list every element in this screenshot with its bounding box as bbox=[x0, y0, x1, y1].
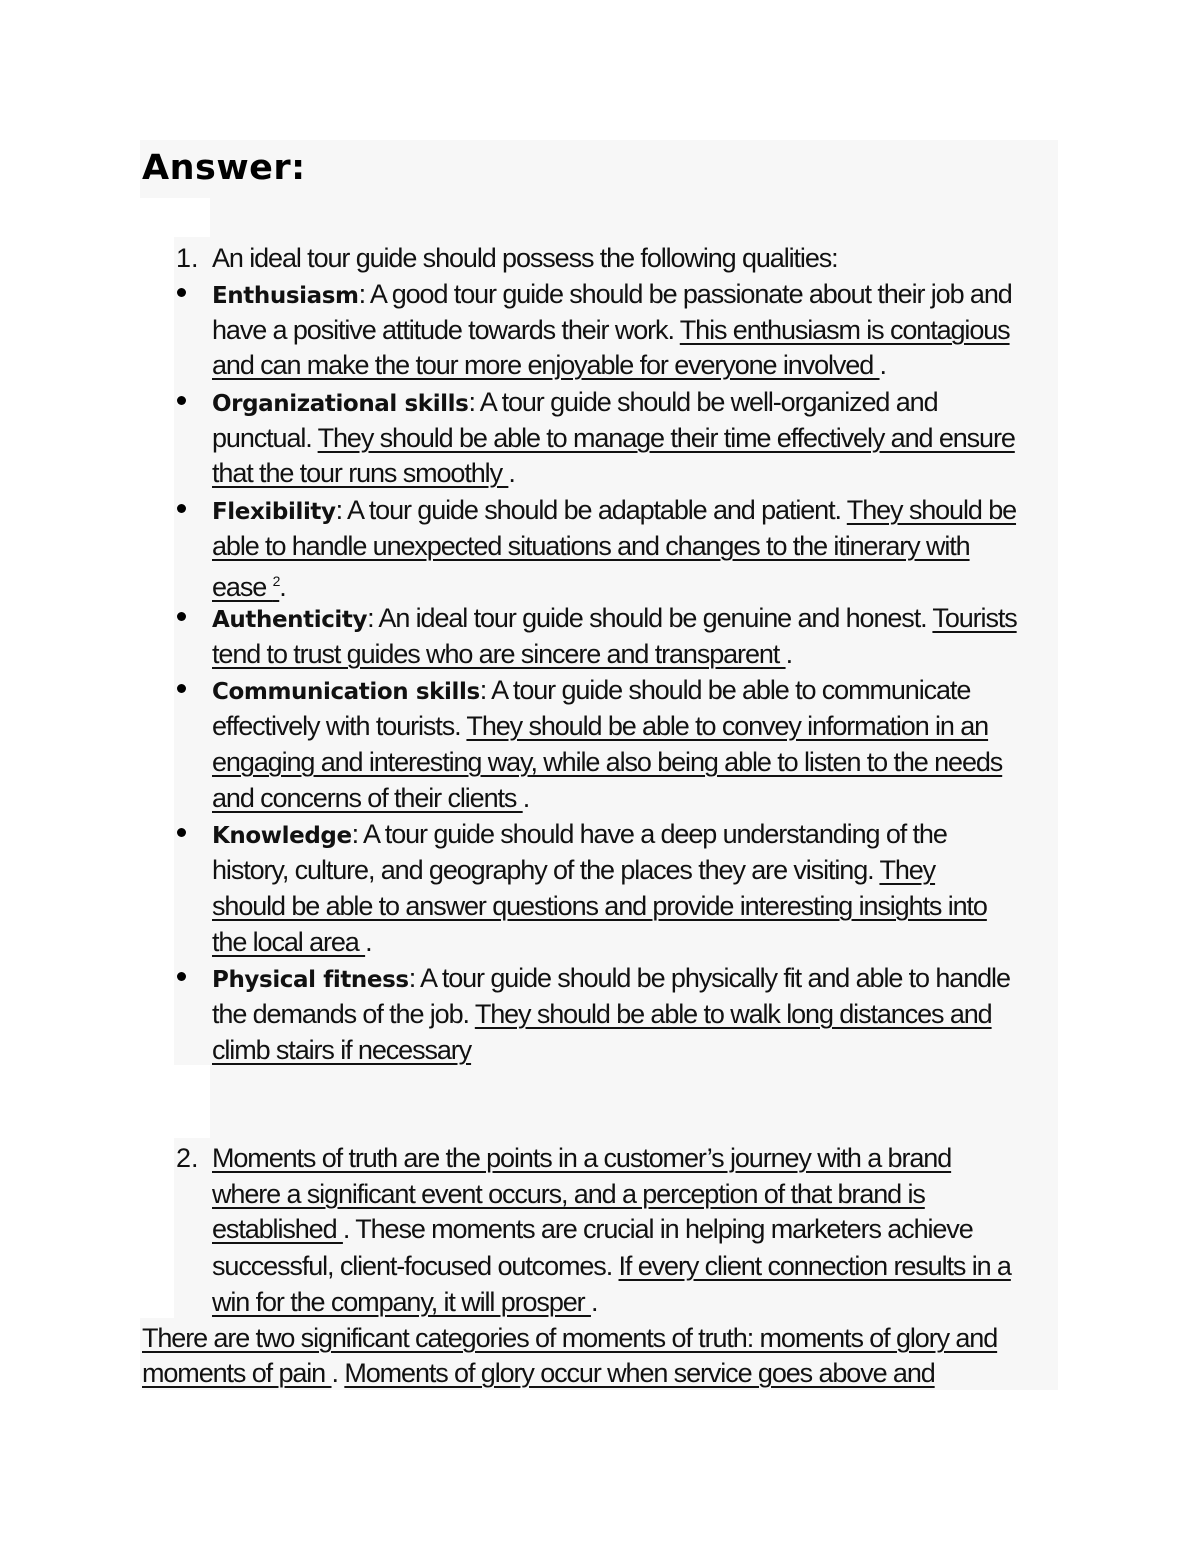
citation-link[interactable]: climb stairs if necessary bbox=[212, 1035, 472, 1065]
item-communication-line1: Communication skills: A tour guide should be able to communicate bbox=[212, 675, 971, 705]
term-authenticity: Authenticity bbox=[212, 607, 368, 633]
q2-line5: win for the company, it will prosper . bbox=[212, 1287, 598, 1317]
bullet-icon bbox=[177, 396, 186, 405]
citation-link[interactable]: the local area bbox=[212, 927, 366, 957]
term-knowledge: Knowledge bbox=[212, 823, 352, 849]
term-communication-skills: Communication skills bbox=[212, 679, 480, 705]
term-physical-fitness: Physical fitness bbox=[212, 967, 409, 993]
item-enthusiasm-line3: and can make the tour more enjoyable for everyone involved . bbox=[212, 350, 886, 380]
item-flexibility-line2 bbox=[212, 528, 970, 564]
citation-link[interactable]: and concerns of their clients bbox=[212, 783, 523, 813]
citation-link[interactable]: They should be able to walk long distances and bbox=[474, 999, 992, 1029]
citation-link[interactable]: They bbox=[879, 855, 936, 885]
term-enthusiasm: Enthusiasm bbox=[212, 283, 359, 309]
term-flexibility: Flexibility bbox=[212, 499, 336, 525]
citation-link[interactable]: should be able to answer questions and provide interesting insights into bbox=[212, 891, 987, 921]
list-number-2: 2. bbox=[176, 1143, 199, 1173]
citation-link[interactable]: This enthusiasm is contagious bbox=[679, 315, 1010, 345]
citation-link[interactable]: Moments of glory occur when service goes above and bbox=[344, 1358, 935, 1388]
item-communication-line2: effectively with tourists. They should be able to convey information in an bbox=[212, 711, 989, 741]
bullet-icon bbox=[177, 828, 186, 837]
item-authenticity-line2: tend to trust guides who are sincere and transparent . bbox=[212, 639, 792, 669]
item-flexibility-line3: ease $^2$. bbox=[212, 572, 286, 602]
citation-link[interactable]: win for the company, it will prosper bbox=[212, 1287, 591, 1317]
item-communication-line3 bbox=[212, 744, 1002, 780]
citation-superscript[interactable]: 2 bbox=[272, 573, 280, 589]
citation-link[interactable]: They should be able to manage their time effectively and ensure bbox=[317, 423, 1015, 453]
item-knowledge-line2: history, culture, and geography of the places they are visiting. They bbox=[212, 855, 936, 885]
list-background bbox=[174, 237, 212, 1065]
item-enthusiasm-line1: Enthusiasm: A good tour guide should be passionate about their job and bbox=[212, 279, 1012, 309]
citation-link[interactable]: established bbox=[212, 1214, 343, 1244]
citation-link[interactable]: and can make the tour more enjoyable for everyone involved bbox=[212, 350, 880, 380]
bullet-icon bbox=[177, 972, 186, 981]
citation-link[interactable]: They should be bbox=[846, 495, 1017, 525]
citation-link[interactable]: Tourists bbox=[932, 603, 1017, 633]
q2-line1 bbox=[212, 1140, 951, 1176]
bullet-icon bbox=[177, 504, 186, 513]
item-fitness-line1: Physical fitness: A tour guide should be physically fit and able to handle bbox=[212, 963, 1010, 993]
citation-link[interactable]: where a significant event occurs, and a perception of that brand is bbox=[212, 1179, 925, 1209]
bullet-icon bbox=[177, 612, 186, 621]
item-enthusiasm-line2: have a positive attitude towards their work. This enthusiasm is contagious bbox=[212, 315, 1010, 345]
citation-link[interactable]: engaging and interesting way, while also being able to listen to the needs bbox=[212, 747, 1003, 777]
item-knowledge-line4: the local area . bbox=[212, 927, 372, 957]
q2-line4: successful, client-focused outcomes. If every client connection results in a bbox=[212, 1251, 1011, 1281]
term-organizational-skills: Organizational skills bbox=[212, 391, 469, 417]
item-knowledge-line1: Knowledge: A tour guide should have a deep understanding of the bbox=[212, 819, 947, 849]
q1-intro: An ideal tour guide should possess the following qualities: bbox=[212, 243, 838, 273]
citation-link[interactable]: ease $^2$ bbox=[212, 572, 280, 602]
answer-heading: Answer: bbox=[142, 148, 306, 188]
citation-link[interactable]: that the tour runs smoothly bbox=[212, 458, 509, 488]
list-number-1: 1. bbox=[176, 243, 199, 273]
item-communication-line4: and concerns of their clients . bbox=[212, 783, 530, 813]
tail-line1 bbox=[142, 1320, 997, 1356]
item-fitness-line2: the demands of the job. They should be able to walk long distances and bbox=[212, 999, 992, 1029]
item-fitness-line3 bbox=[212, 1032, 471, 1068]
bullet-icon bbox=[177, 288, 186, 297]
bullet-icon bbox=[177, 684, 186, 693]
citation-link[interactable]: tend to trust guides who are sincere and transparent bbox=[212, 639, 786, 669]
item-organizational-line3: that the tour runs smoothly . bbox=[212, 458, 515, 488]
item-knowledge-line3 bbox=[212, 888, 987, 924]
item-flexibility-line1: Flexibility: A tour guide should be adaptable and patient. They should be bbox=[212, 495, 1017, 525]
q2-line3: established . These moments are crucial in helping marketers achieve bbox=[212, 1214, 973, 1244]
item-organizational-line2: punctual. They should be able to manage their time effectively and ensure bbox=[212, 423, 1015, 453]
citation-link[interactable]: There are two significant categories of moments of truth: moments of glory and bbox=[142, 1323, 998, 1353]
citation-link[interactable]: They should be able to convey information in an bbox=[466, 711, 989, 741]
item-organizational-line1: Organizational skills: A tour guide should be well-organized and bbox=[212, 387, 938, 417]
citation-link[interactable]: Moments of truth are the points in a customer’s journey with a brand bbox=[212, 1143, 952, 1173]
citation-link[interactable]: moments of pain bbox=[142, 1358, 332, 1388]
citation-link[interactable]: If every client connection results in a bbox=[618, 1251, 1011, 1281]
q2-line2 bbox=[212, 1176, 925, 1212]
tail-line2: moments of pain . Moments of glory occur when service goes above and bbox=[142, 1358, 935, 1388]
item-authenticity-line1: Authenticity: An ideal tour guide should be genuine and honest. Tourists bbox=[212, 603, 1017, 633]
citation-link[interactable]: able to handle unexpected situations and changes to the itinerary with bbox=[212, 531, 970, 561]
